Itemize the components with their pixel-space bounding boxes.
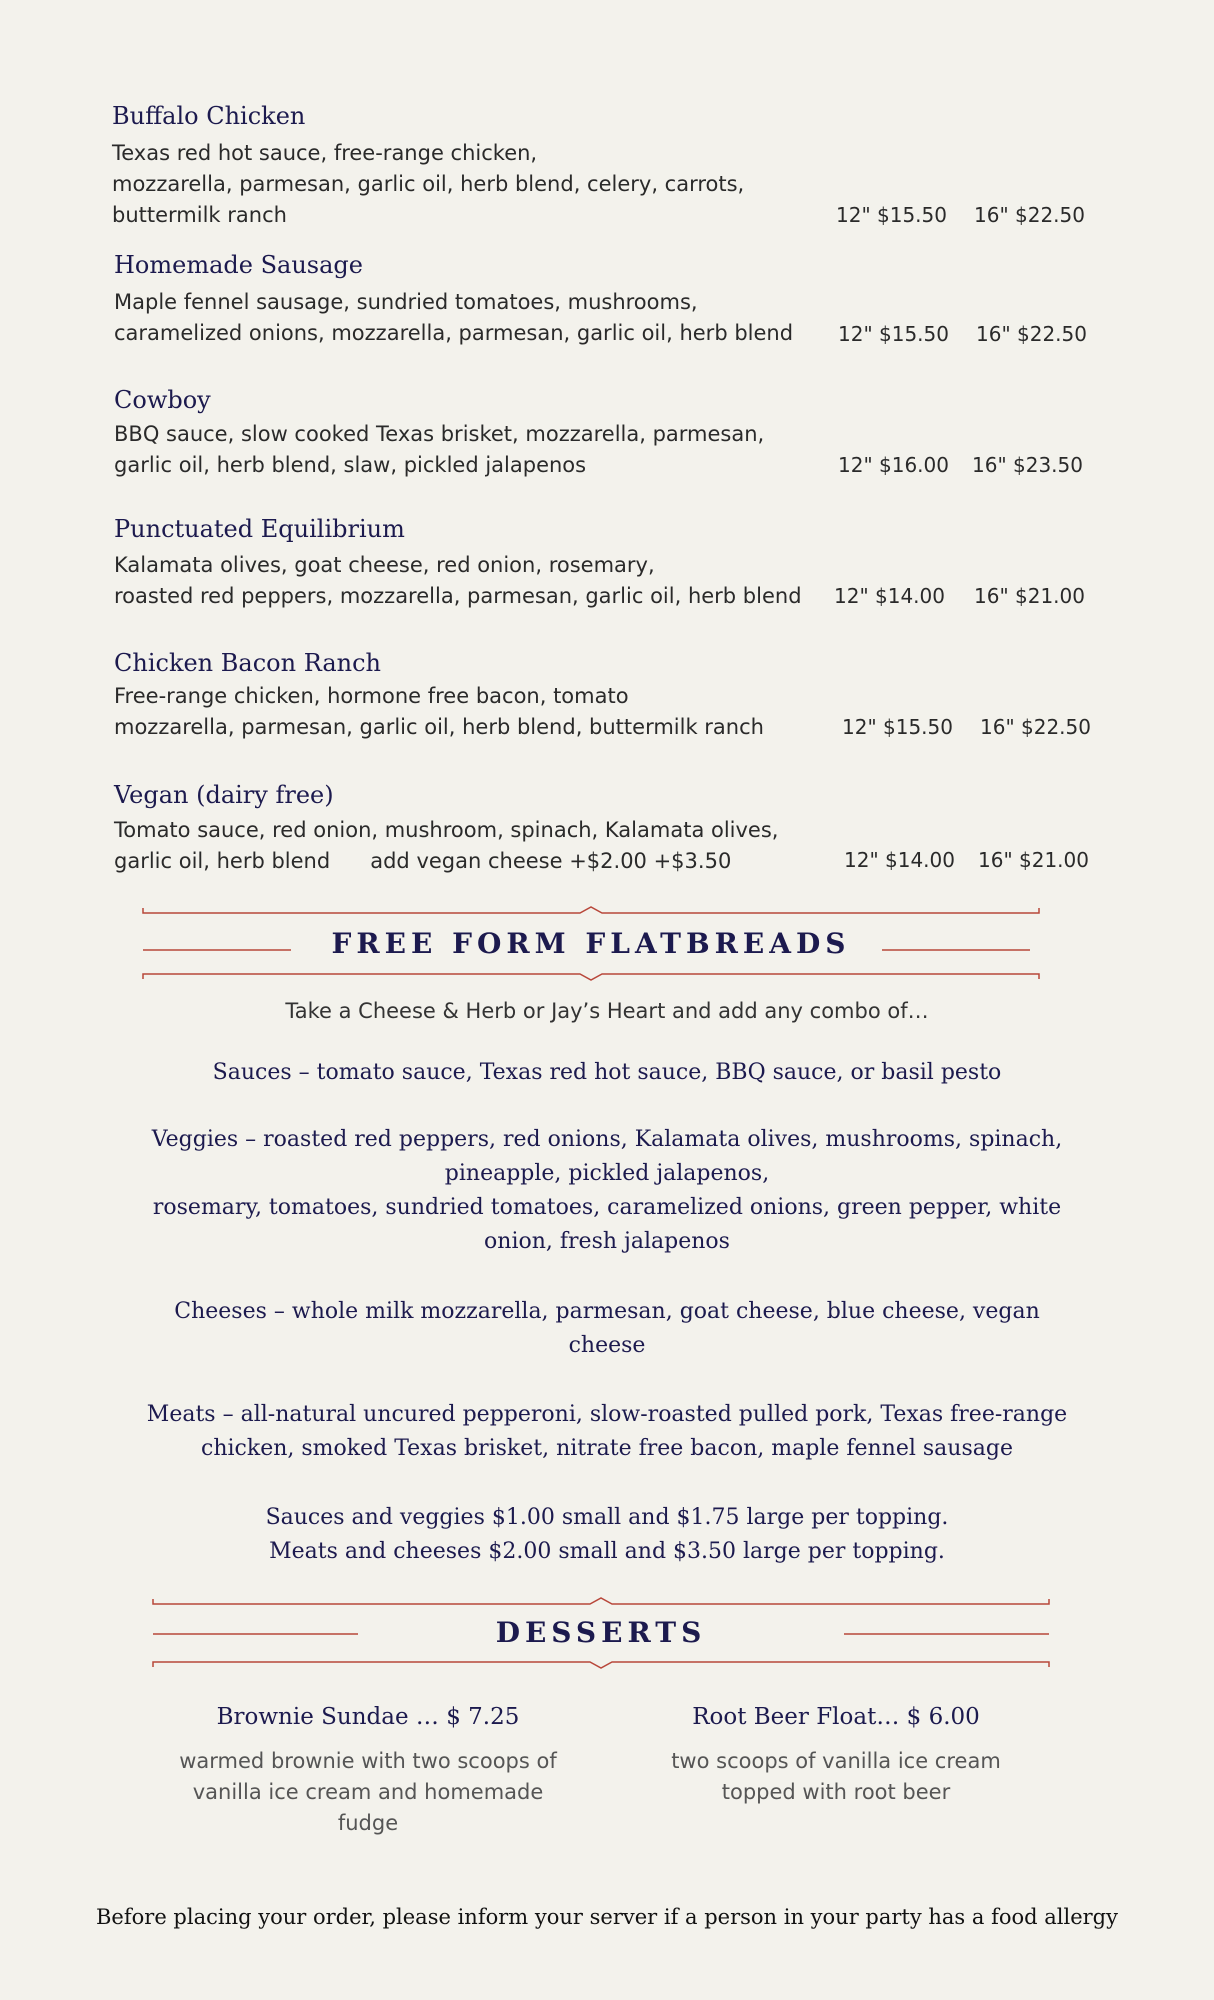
menu-item-name: Punctuated Equilibrium	[114, 515, 405, 543]
description-line: Tomato sauce, red onion, mushroom, spinach, Kalamata olives,	[114, 818, 779, 842]
price-small: 12" $14.00	[834, 584, 945, 608]
section-title: DESSERTS	[495, 1616, 707, 1649]
price-large: 16" $23.50	[972, 453, 1083, 477]
description-line: garlic oil, herb blend add vegan cheese +$2.00 +$3.50	[114, 849, 732, 873]
text-line: chicken, smoked Texas brisket, nitrate free bacon, maple fennel sausage	[201, 1436, 1013, 1461]
description-line: buttermilk ranch	[112, 203, 287, 227]
price-small: 12" $14.00	[844, 848, 955, 872]
price-small: 12" $15.50	[838, 322, 949, 346]
dessert-description	[636, 1746, 1036, 1808]
description-line: Free-range chicken, hormone free bacon, tomato	[114, 684, 629, 708]
text-line: Sauces and veggies $1.00 small and $1.75 large per topping.	[265, 1505, 949, 1530]
price-small: 12" $15.50	[836, 203, 947, 227]
text-line: Meats – all-natural uncured pepperoni, slow-roasted pulled pork, Texas free-range	[146, 1402, 1068, 1427]
flatbreads-veggies	[0, 1123, 1214, 1259]
menu-item-description	[114, 287, 793, 349]
menu-item-name: Vegan (dairy free)	[114, 781, 334, 809]
description-line: mozzarella, parmesan, garlic oil, herb blend, buttermilk ranch	[114, 715, 764, 739]
description-line: two scoops of vanilla ice cream	[671, 1749, 1001, 1773]
menu-item-description	[114, 681, 764, 743]
price-large: 16" $22.50	[980, 715, 1091, 739]
menu-item-description	[114, 815, 778, 877]
description-line: caramelized onions, mozzarella, parmesan, garlic oil, herb blend	[114, 321, 794, 345]
dessert-name: Root Beer Float… $ 6.00	[692, 1704, 980, 1730]
text-line: Cheeses – whole milk mozzarella, parmesan, goat cheese, blue cheese, vegan	[174, 1299, 1040, 1324]
description-line: mozzarella, parmesan, garlic oil, herb blend, celery, carrots,	[112, 172, 745, 196]
section-title: FREE FORM FLATBREADS	[331, 927, 851, 960]
allergy-notice: Before placing your order, please inform your server if a person in your party has a food allergy	[96, 1905, 1118, 1929]
menu-item-description	[114, 419, 764, 481]
price-large: 16" $21.00	[978, 848, 1089, 872]
text-line: Veggies – roasted red peppers, red onions, Kalamata olives, mushrooms, spinach,	[151, 1127, 1063, 1152]
description-line: Texas red hot sauce, free-range chicken,	[112, 141, 538, 165]
text-line: onion, fresh jalapenos	[484, 1229, 730, 1254]
description-line: Kalamata olives, goat cheese, red onion, rosemary,	[114, 553, 655, 577]
dessert-description	[168, 1746, 568, 1839]
flatbreads-pricing	[0, 1501, 1214, 1569]
text-line: cheese	[568, 1333, 646, 1358]
text-line: rosemary, tomatoes, sundried tomatoes, caramelized onions, green pepper, white	[152, 1195, 1062, 1220]
price-large: 16" $22.50	[976, 322, 1087, 346]
text-line: Sauces – tomato sauce, Texas red hot sauce, BBQ sauce, or basil pesto	[212, 1060, 1002, 1085]
menu-item-name: Chicken Bacon Ranch	[114, 649, 381, 677]
description-line: Maple fennel sausage, sundried tomatoes, mushrooms,	[114, 290, 698, 314]
description-line: vanilla ice cream and homemade	[192, 1780, 544, 1804]
flatbreads-section-banner	[140, 902, 1042, 986]
flatbreads-sauces	[0, 1056, 1214, 1090]
description-line: roasted red peppers, mozzarella, parmesan, garlic oil, herb blend	[114, 584, 802, 608]
menu-item-name: Buffalo Chicken	[112, 102, 306, 130]
flatbreads-cheeses	[0, 1295, 1214, 1363]
description-line: topped with root beer	[721, 1780, 951, 1804]
price-large: 16" $21.00	[974, 584, 1085, 608]
price-small: 12" $15.50	[842, 715, 953, 739]
price-large: 16" $22.50	[974, 203, 1085, 227]
flatbreads-meats	[0, 1398, 1214, 1466]
menu-item-name: Homemade Sausage	[114, 251, 363, 279]
description-line: garlic oil, herb blend, slaw, pickled jalapenos	[114, 453, 587, 477]
menu-item-description	[114, 550, 802, 612]
text-line: pineapple, pickled jalapenos,	[444, 1161, 770, 1186]
dessert-name: Brownie Sundae … $ 7.25	[216, 1704, 520, 1730]
text-line: Meats and cheeses $2.00 small and $3.50 large per topping.	[269, 1539, 945, 1564]
flatbreads-intro: Take a Cheese & Herb or Jay’s Heart and add any combo of…	[285, 999, 929, 1023]
desserts-section-banner	[150, 1594, 1052, 1674]
description-line: BBQ sauce, slow cooked Texas brisket, mozzarella, parmesan,	[114, 422, 765, 446]
price-small: 12" $16.00	[838, 453, 949, 477]
menu-item-description	[112, 138, 744, 231]
description-line: warmed brownie with two scoops of	[179, 1749, 557, 1773]
description-line: fudge	[337, 1811, 399, 1835]
menu-item-name: Cowboy	[114, 386, 211, 414]
